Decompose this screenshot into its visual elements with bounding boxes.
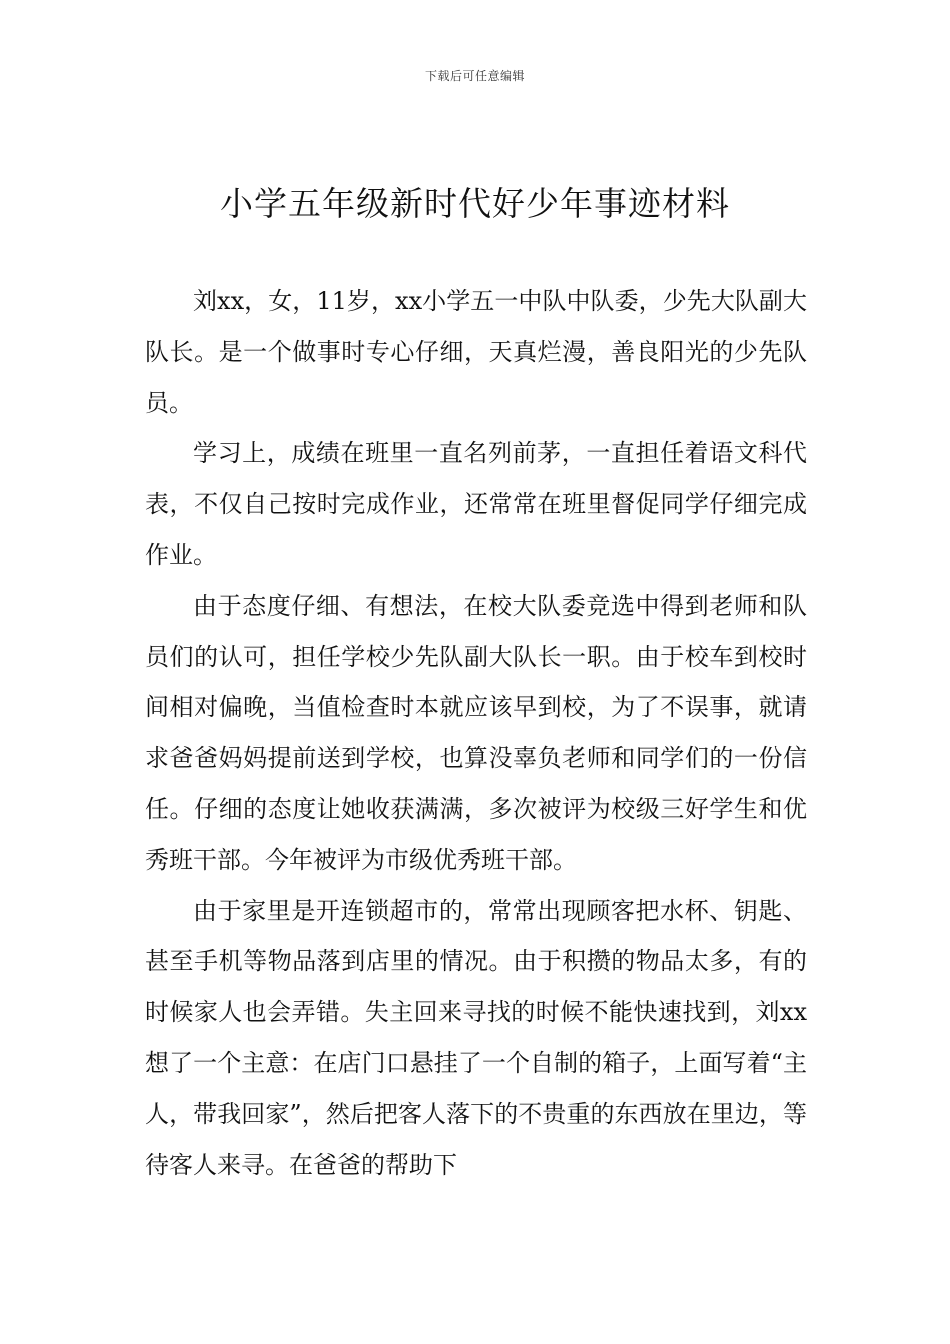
document-title: 小学五年级新时代好少年事迹材料 <box>220 184 730 223</box>
document-body <box>145 276 807 1190</box>
paragraph-3: 由于态度仔细、有想法，在校大队委竞选中得到老师和队员们的认可，担任学校少先队副大队长一职。由于校车到校时间相对偏晚，当值检查时本就应该早到校，为了不误事，就请求爸爸妈妈提前送到学校，也算没辜负老师和同学们的一份信任。仔细的态度让她收获满满，多次被评为校级三好学生和优秀班干部。今年被评为市级优秀班干部。 <box>145 591 807 874</box>
paragraph-4: 由于家里是开连锁超市的，常常出现顾客把水杯、钥匙、甚至手机等物品落到店里的情况。由于积攒的物品太多，有的时候家人也会弄错。失主回来寻找的时候不能快速找到，刘xx想了一个主意：在店门口悬挂了一个自制的箱子，上面写着“主人，带我回家”，然后把客人落下的不贵重的东西放在里边，等待客人来寻。在爸爸的帮助下 <box>145 896 807 1179</box>
paragraph-1: 刘xx，女，11岁，xx小学五一中队中队委，少先大队副大队长。是一个做事时专心仔细，天真烂漫，善良阳光的少先队员。 <box>145 287 807 417</box>
paragraph-2: 学习上，成绩在班里一直名列前茅，一直担任着语文科代表，不仅自己按时完成作业，还常常在班里督促同学仔细完成作业。 <box>145 439 807 569</box>
header-note: 下载后可任意编辑 <box>424 69 525 83</box>
